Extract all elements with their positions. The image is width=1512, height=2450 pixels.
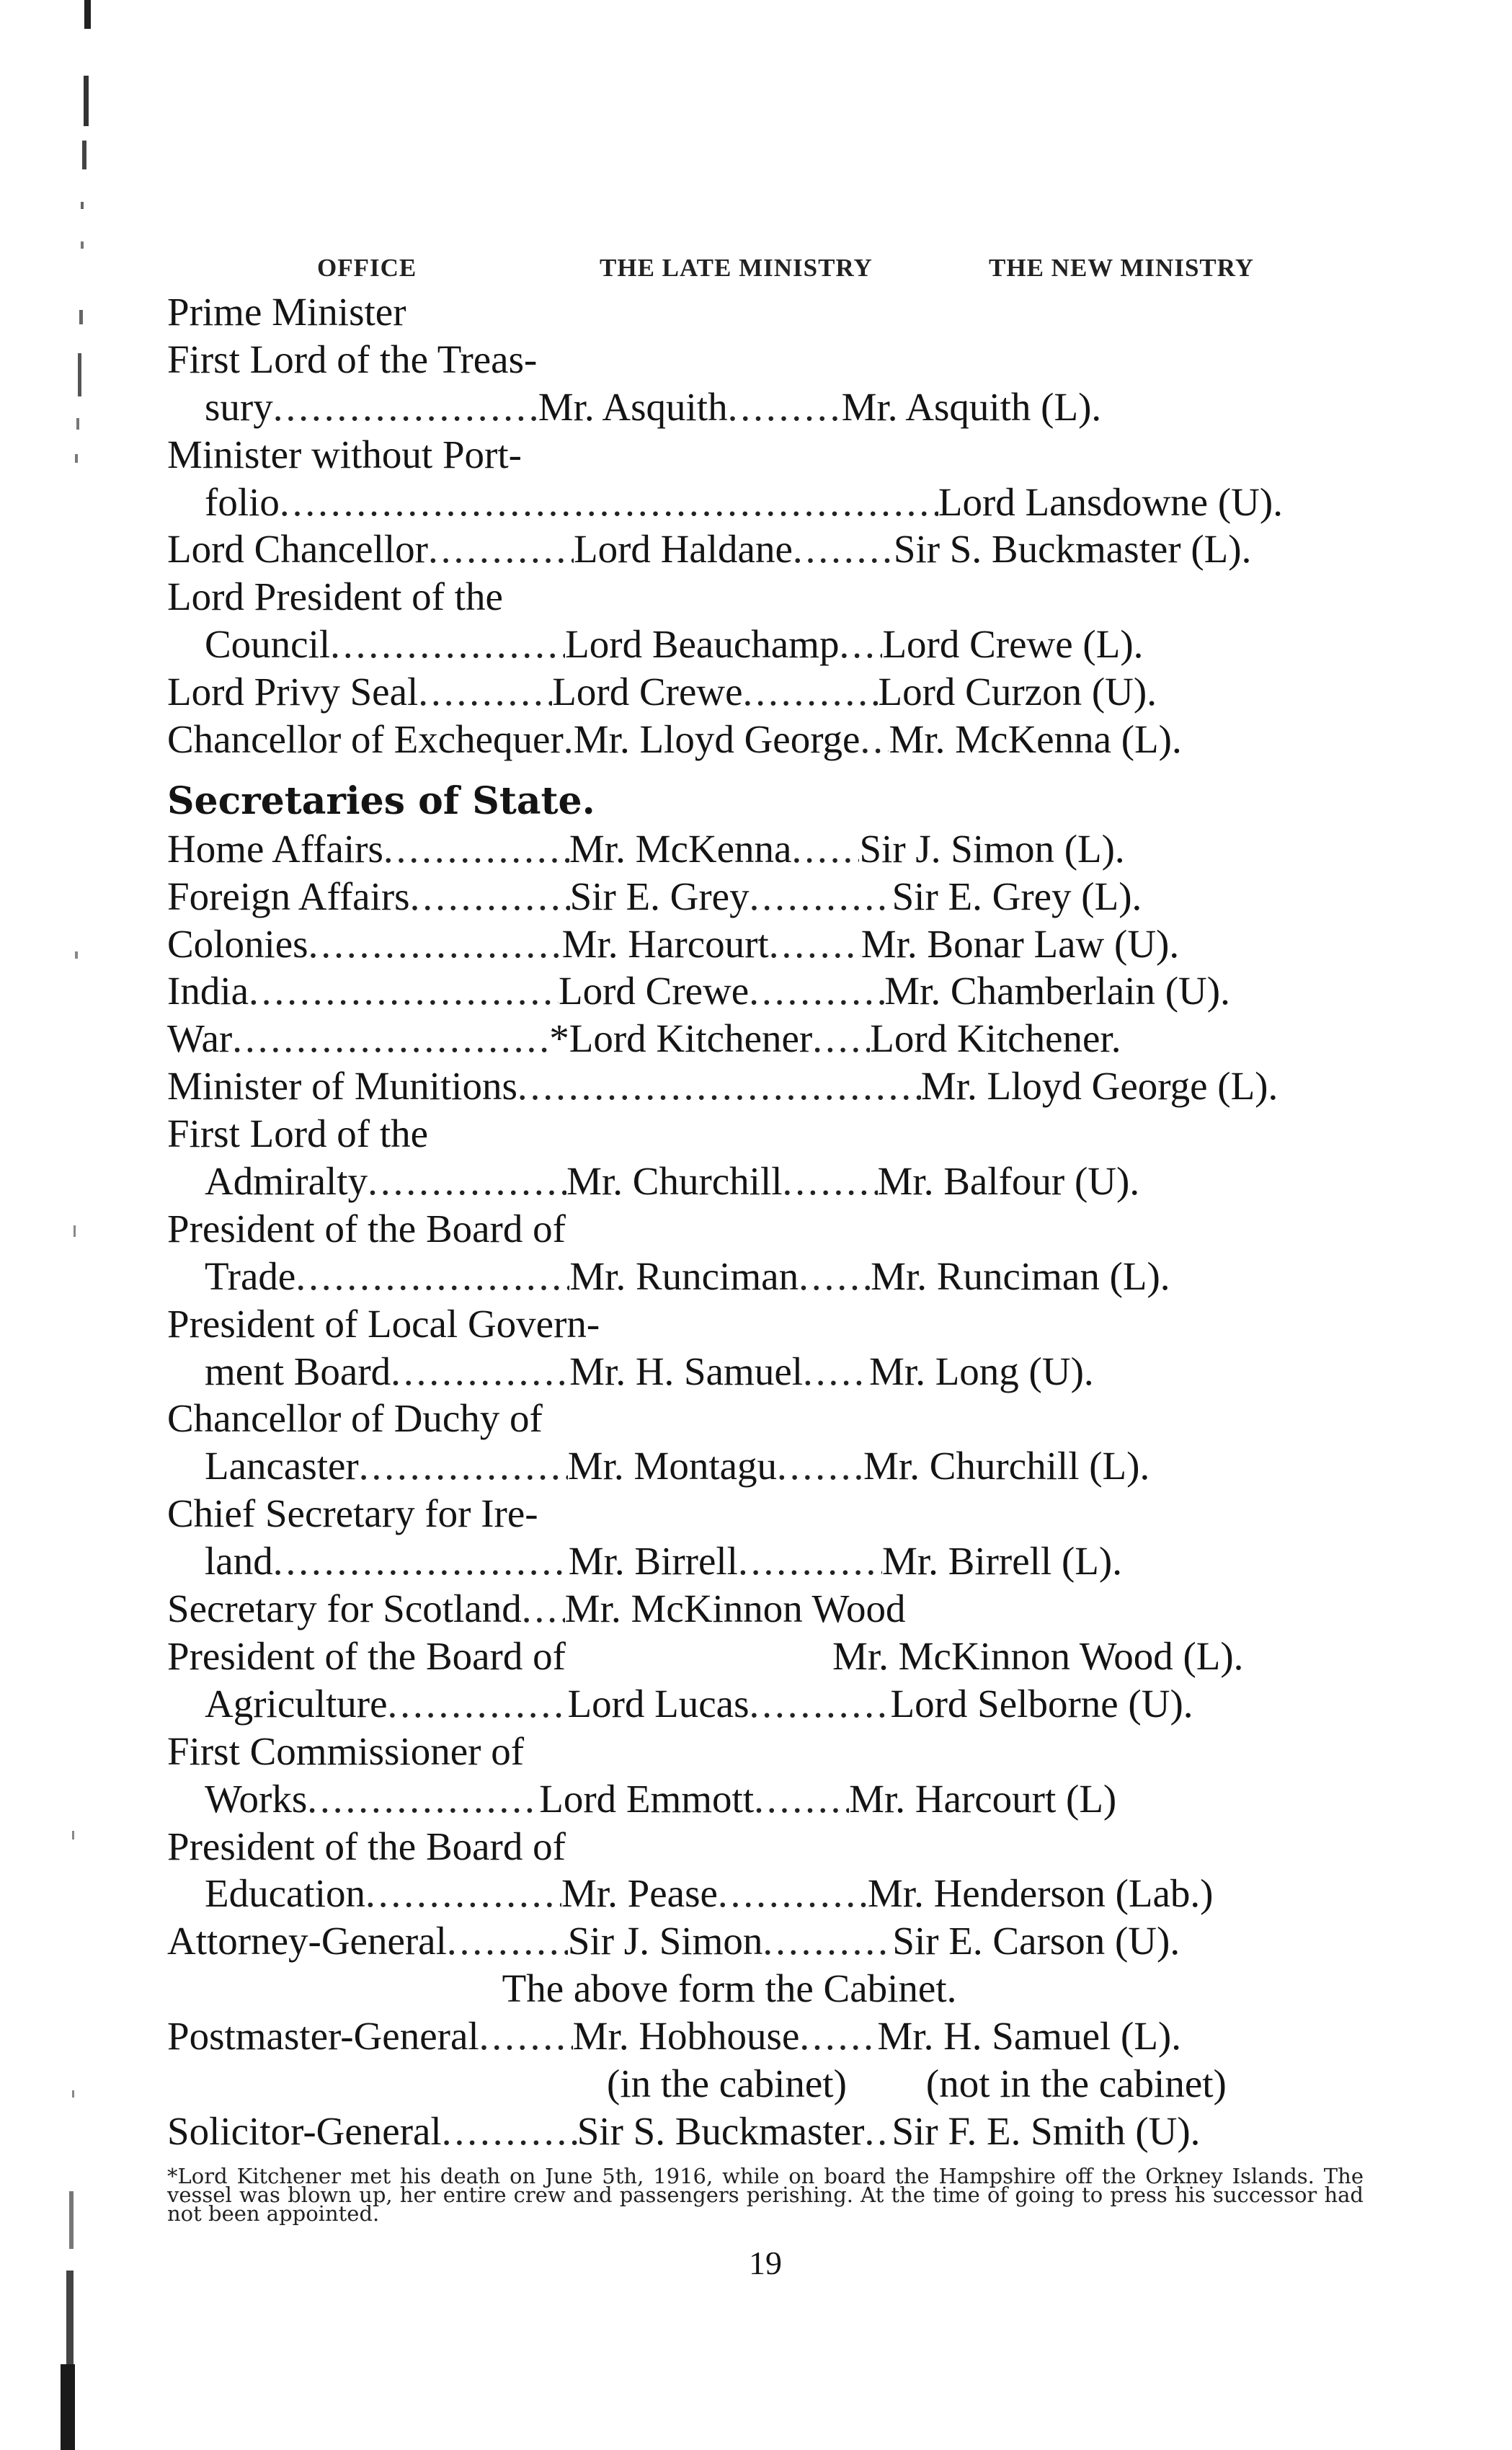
office-name: Foreign Affairs (167, 874, 410, 918)
entry-row (167, 1015, 1378, 1062)
late-ministry-holder: Mr. Hobhouse (572, 2014, 800, 2059)
office-line (167, 1110, 1378, 1158)
office-name: Admiralty (205, 1159, 368, 1204)
office-name: India (167, 969, 249, 1013)
late-ministry-holder: Mr. Runciman (569, 1253, 799, 1298)
office-name: folio (205, 479, 280, 524)
leader-dots (330, 621, 565, 668)
leader-dots (359, 1442, 568, 1490)
header-late-ministry: THE LATE MINISTRY (600, 254, 873, 282)
office-name: Postmaster-General (167, 2014, 479, 2059)
entry-row (167, 1348, 1378, 1395)
office-name: Chancellor of Duchy of (167, 1396, 543, 1441)
late-ministry-holder: Lord Crewe (559, 969, 750, 1013)
leader-dots (750, 1680, 891, 1728)
new-cabinet-status: (not in the cabinet) (925, 2061, 1227, 2105)
leader-dots (799, 2012, 877, 2060)
leader-dots (743, 668, 879, 716)
new-ministry-holder: Mr. Chamberlain (U). (884, 969, 1230, 1013)
entry-row (167, 479, 1378, 526)
leader-dots (777, 1442, 863, 1490)
leader-dots (769, 920, 861, 968)
leader-dots (799, 1253, 871, 1300)
leader-dots (232, 1015, 549, 1062)
new-ministry-holder: Sir E. Carson (U). (892, 1919, 1180, 1963)
leader-dots (391, 1348, 569, 1395)
leader-dots (839, 621, 882, 668)
office-name: Lord Chancellor (167, 527, 428, 572)
late-ministry-holder: Mr. H. Samuel (569, 1349, 804, 1393)
entry-row (167, 1442, 1378, 1490)
office-name: Council (205, 622, 331, 667)
leader-dots (564, 716, 574, 763)
entry-row (167, 1775, 1378, 1823)
late-cabinet-status: (in the cabinet) (607, 2061, 847, 2105)
office-name: Chief Secretary for Ire- (167, 1491, 538, 1536)
entry-row (167, 1680, 1378, 1728)
office-name: War (167, 1016, 233, 1061)
entry-row (167, 920, 1378, 968)
new-ministry-holder: Mr. McKenna (L). (889, 717, 1182, 762)
new-ministry-holder: Mr. Lloyd George (L). (920, 1064, 1278, 1109)
new-ministry-holder: Sir S. Buckmaster (L). (893, 527, 1252, 572)
entry-row (167, 1253, 1378, 1300)
new-ministry-holder: Mr. Bonar Law (U). (860, 921, 1180, 966)
late-ministry-holder: *Lord Kitchener (549, 1016, 813, 1061)
office-name: President of Local Govern- (167, 1301, 600, 1346)
late-ministry-holder: Lord Emmott (539, 1776, 755, 1821)
entry-row (167, 1870, 1378, 1917)
leader-dots (718, 1870, 868, 1917)
office-name: Lord President of the (167, 574, 503, 619)
entry-row (167, 873, 1378, 920)
entry-row (167, 1585, 1378, 1633)
office-name: Secretary for Scotland (167, 1586, 522, 1631)
leader-dots (762, 1917, 892, 1965)
office-line (167, 288, 1378, 336)
late-ministry-holder: Sir S. Buckmaster (577, 2108, 865, 2153)
office-name: Works (205, 1776, 308, 1821)
late-ministry-holder: Mr. Montagu (567, 1444, 778, 1488)
leader-dots (754, 1775, 849, 1823)
new-ministry-holder: Sir F. E. Smith (U). (891, 2108, 1201, 2153)
late-ministry-holder: Mr. Asquith (538, 384, 728, 429)
leader-dots (410, 873, 570, 920)
ministry-table (167, 288, 1378, 2155)
new-ministry-holder: Mr. Runciman (L). (871, 1253, 1170, 1298)
new-ministry-holder: Lord Lansdowne (U). (938, 479, 1283, 524)
entry-row (167, 1062, 1378, 1110)
office-name: ment Board (205, 1349, 391, 1393)
entry-row (167, 668, 1378, 716)
new-ministry-holder: Mr. H. Samuel (L). (877, 2014, 1181, 2059)
column-headers (167, 238, 1378, 288)
office-name: land (205, 1539, 273, 1584)
new-ministry-holder: Mr. Balfour (U). (877, 1159, 1140, 1204)
leader-dots (273, 383, 538, 431)
leader-dots (783, 1158, 878, 1205)
office-name: Trade (205, 1253, 296, 1298)
new-ministry-holder: Mr. Birrell (L). (881, 1539, 1122, 1584)
entry-row (167, 383, 1378, 431)
leader-dots (295, 1253, 569, 1300)
office-name: Agriculture (205, 1681, 388, 1726)
entry-row (167, 525, 1378, 573)
late-ministry-holder: Lord Beauchamp (565, 622, 840, 667)
leader-dots (522, 1585, 565, 1633)
office-name: Minister of Munitions (167, 1064, 517, 1109)
entry-row (167, 1917, 1378, 1965)
office-name: Lancaster (205, 1444, 359, 1488)
section-heading (167, 778, 1378, 825)
header-office: OFFICE (317, 254, 417, 282)
office-line (167, 1728, 1378, 1775)
office-line (167, 1490, 1378, 1537)
office-name: Colonies (167, 921, 308, 966)
office-name: First Lord of the Treas- (167, 337, 538, 381)
leader-dots (249, 967, 559, 1015)
office-line (167, 336, 1378, 383)
new-ministry-holder: Mr. Churchill (L). (863, 1444, 1150, 1488)
office-line (167, 1300, 1378, 1348)
cabinet-note: The above form the Cabinet. (502, 1966, 957, 2011)
header-new-ministry: THE NEW MINISTRY (989, 254, 1255, 282)
office-line (167, 1205, 1378, 1253)
leader-dots (803, 1348, 869, 1395)
leader-dots (280, 479, 938, 526)
leader-dots (383, 825, 569, 873)
entry-row (167, 621, 1378, 668)
office-line (167, 431, 1378, 479)
leader-dots (793, 525, 894, 573)
new-ministry-holder: Lord Curzon (U). (878, 670, 1157, 714)
new-ministry-holder: Mr. Harcourt (L) (849, 1776, 1117, 1821)
new-ministry-holder: Mr. Long (U). (869, 1349, 1094, 1393)
footnote: *Lord Kitchener met his death on June 5th, 1916, while on board the Hampshire off the Orkney Islands. The vessel was blown up, her entire crew and passengers perishing. At the time of going to press his successor had not been appointed. (167, 2163, 1364, 2226)
entry-row (167, 1537, 1378, 1585)
late-ministry-holder: Mr. McKinnon Wood (564, 1586, 906, 1631)
scan-margin-specks (0, 0, 101, 2450)
leader-dots (447, 1917, 568, 1965)
secretaries-heading: Secretaries of State. (167, 778, 595, 823)
office-name: Home Affairs (167, 826, 383, 871)
leader-dots (738, 1537, 882, 1585)
leader-dots (442, 2108, 577, 2155)
office-name: Lord Privy Seal (167, 670, 419, 714)
entry-row (167, 2108, 1378, 2155)
new-ministry-holder: Mr. Asquith (L). (841, 384, 1102, 429)
leader-dots (418, 668, 552, 716)
leader-dots (517, 1062, 921, 1110)
office-name: Education (205, 1871, 365, 1916)
new-ministry-holder: Sir J. Simon (L). (859, 826, 1125, 871)
entry-row (167, 967, 1378, 1015)
leader-dots (728, 383, 842, 431)
leader-dots (791, 825, 859, 873)
office-name: Minister without Port- (167, 432, 522, 476)
office-line (167, 573, 1378, 621)
entry-row (167, 1633, 1378, 1680)
office-line (167, 1395, 1378, 1442)
entry-row (167, 716, 1378, 763)
new-ministry-holder: Sir E. Grey (L). (891, 874, 1142, 918)
leader-dots (307, 1775, 539, 1823)
late-ministry-holder: Lord Crewe (552, 670, 743, 714)
entry-row (167, 2012, 1378, 2060)
leader-dots (860, 716, 889, 763)
office-name: President of the Board of (167, 1206, 566, 1251)
leader-dots (749, 967, 884, 1015)
leader-dots (428, 525, 574, 573)
late-ministry-holder: Mr. Churchill (566, 1159, 783, 1204)
late-ministry-holder: Mr. Pease (561, 1871, 718, 1916)
new-ministry-holder: Lord Kitchener. (870, 1016, 1121, 1061)
office-name: President of the Board of (167, 1633, 566, 1678)
page-number: 19 (749, 2244, 782, 2281)
new-ministry-holder: Mr. Henderson (Lab.) (867, 1871, 1214, 1916)
leader-dots (368, 1158, 566, 1205)
office-name: Attorney-General (167, 1919, 447, 1963)
cabinet-note-line (167, 1965, 1378, 2012)
leader-dots (388, 1680, 568, 1728)
late-ministry-holder: Mr. McKenna (569, 826, 792, 871)
late-ministry-holder: Sir J. Simon (567, 1919, 763, 1963)
leader-dots (864, 2108, 891, 2155)
late-ministry-holder: Mr. Birrell (568, 1539, 738, 1584)
office-line (167, 1823, 1378, 1870)
late-ministry-holder: Lord Lucas (567, 1681, 750, 1726)
office-name: Chancellor of Exchequer (167, 717, 564, 762)
cabinet-status-row (167, 2060, 1378, 2108)
leader-dots (750, 873, 892, 920)
office-name: sury (205, 384, 273, 429)
late-ministry-holder: Mr. Lloyd George (573, 717, 860, 762)
office-name: First Lord of the (167, 1111, 429, 1156)
document-page (167, 238, 1378, 2282)
leader-dots (308, 920, 562, 968)
leader-dots (812, 1015, 870, 1062)
office-name: First Commissioner of (167, 1728, 525, 1773)
leader-dots (479, 2012, 573, 2060)
entry-row (167, 825, 1378, 873)
new-ministry-holder: Mr. McKinnon Wood (L). (832, 1633, 1244, 1678)
leader-dots (273, 1537, 569, 1585)
late-ministry-holder: Lord Haldane (573, 527, 793, 572)
late-ministry-holder: Sir E. Grey (569, 874, 750, 918)
entry-row (167, 1158, 1378, 1205)
leader-dots (365, 1870, 561, 1917)
new-ministry-holder: Lord Selborne (U). (890, 1681, 1193, 1726)
office-name: President of the Board of (167, 1824, 566, 1868)
office-name: Prime Minister (167, 290, 406, 334)
new-ministry-holder: Lord Crewe (L). (882, 622, 1144, 667)
office-name: Solicitor-General (167, 2108, 442, 2153)
late-ministry-holder: Mr. Harcourt (561, 921, 769, 966)
